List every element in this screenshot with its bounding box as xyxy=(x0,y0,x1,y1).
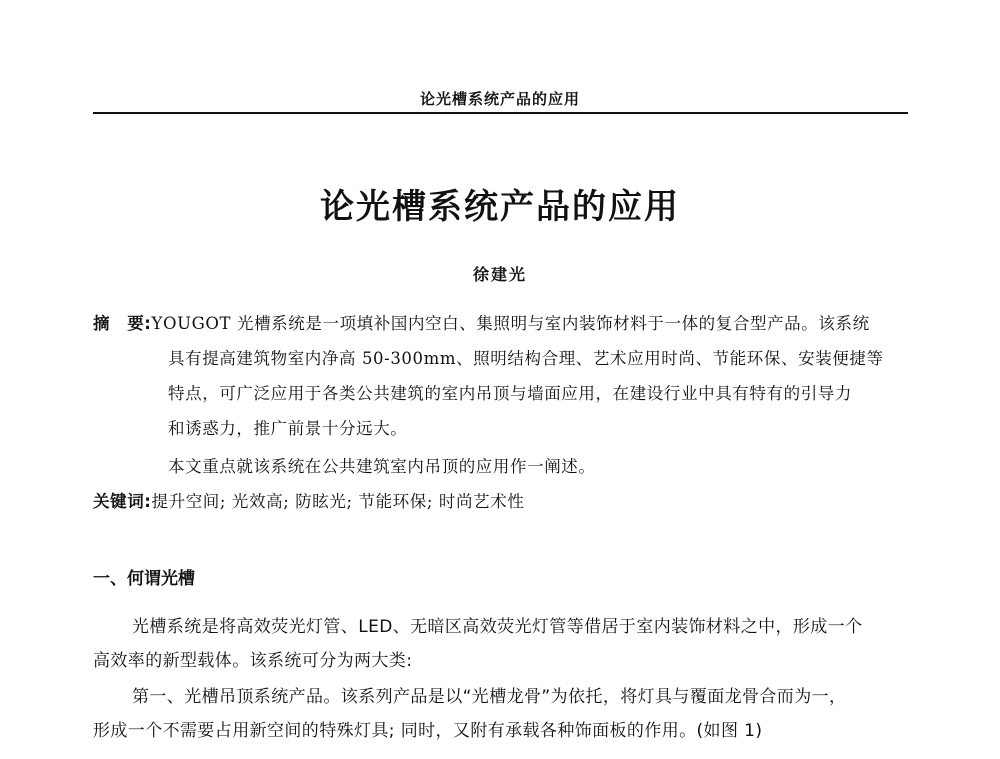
keywords-label: 关键词: xyxy=(93,492,152,511)
abstract-line: 具有提高建筑物室内净高 50-300mm、照明结构合理、艺术应用时尚、节能环保、安装便捷等 xyxy=(168,349,884,368)
keywords-text: 提升空间; 光效高; 防眩光; 节能环保; 时尚艺术性 xyxy=(151,492,525,511)
body-paragraph-line: 高效率的新型载体。该系统可分为两大类: xyxy=(93,651,413,671)
abstract-text: YOUGOT 光槽系统是一项填补国内空白、集照明与室内装饰材料于一体的复合型产品。该系统 xyxy=(151,314,870,333)
abstract-label: 摘 要: xyxy=(93,314,152,333)
abstract-line: 特点，可广泛应用于各类公共建筑的室内吊顶与墙面应用，在建设行业中具有特有的引导力 xyxy=(168,384,852,403)
abstract-line: 和诱惑力，推广前景十分远大。 xyxy=(168,419,408,438)
keywords-line xyxy=(93,490,524,514)
author-name: 徐建光 xyxy=(472,265,527,284)
abstract-line: 本文重点就该系统在公共建筑室内吊顶的应用作一阐述。 xyxy=(168,457,596,476)
body-paragraph-line: 光槽系统是将高效荧光灯管、LED、无暗区高效荧光灯管等借居于室内装饰材料之中，形成一个 xyxy=(132,617,863,637)
abstract-line xyxy=(93,312,870,336)
running-header: 论光槽系统产品的应用 xyxy=(419,90,580,108)
section-heading: 一、何谓光槽 xyxy=(93,569,195,589)
paper-title: 论光槽系统产品的应用 xyxy=(320,187,680,227)
header-rule xyxy=(93,112,908,114)
body-paragraph-line: 第一、光槽吊顶系统产品。该系列产品是以“光槽龙骨”为依托，将灯具与覆面龙骨合而为一， xyxy=(132,687,847,707)
body-paragraph-line: 形成一个不需要占用新空间的特殊灯具; 同时，又附有承载各种饰面板的作用。(如图 1) xyxy=(93,721,763,741)
